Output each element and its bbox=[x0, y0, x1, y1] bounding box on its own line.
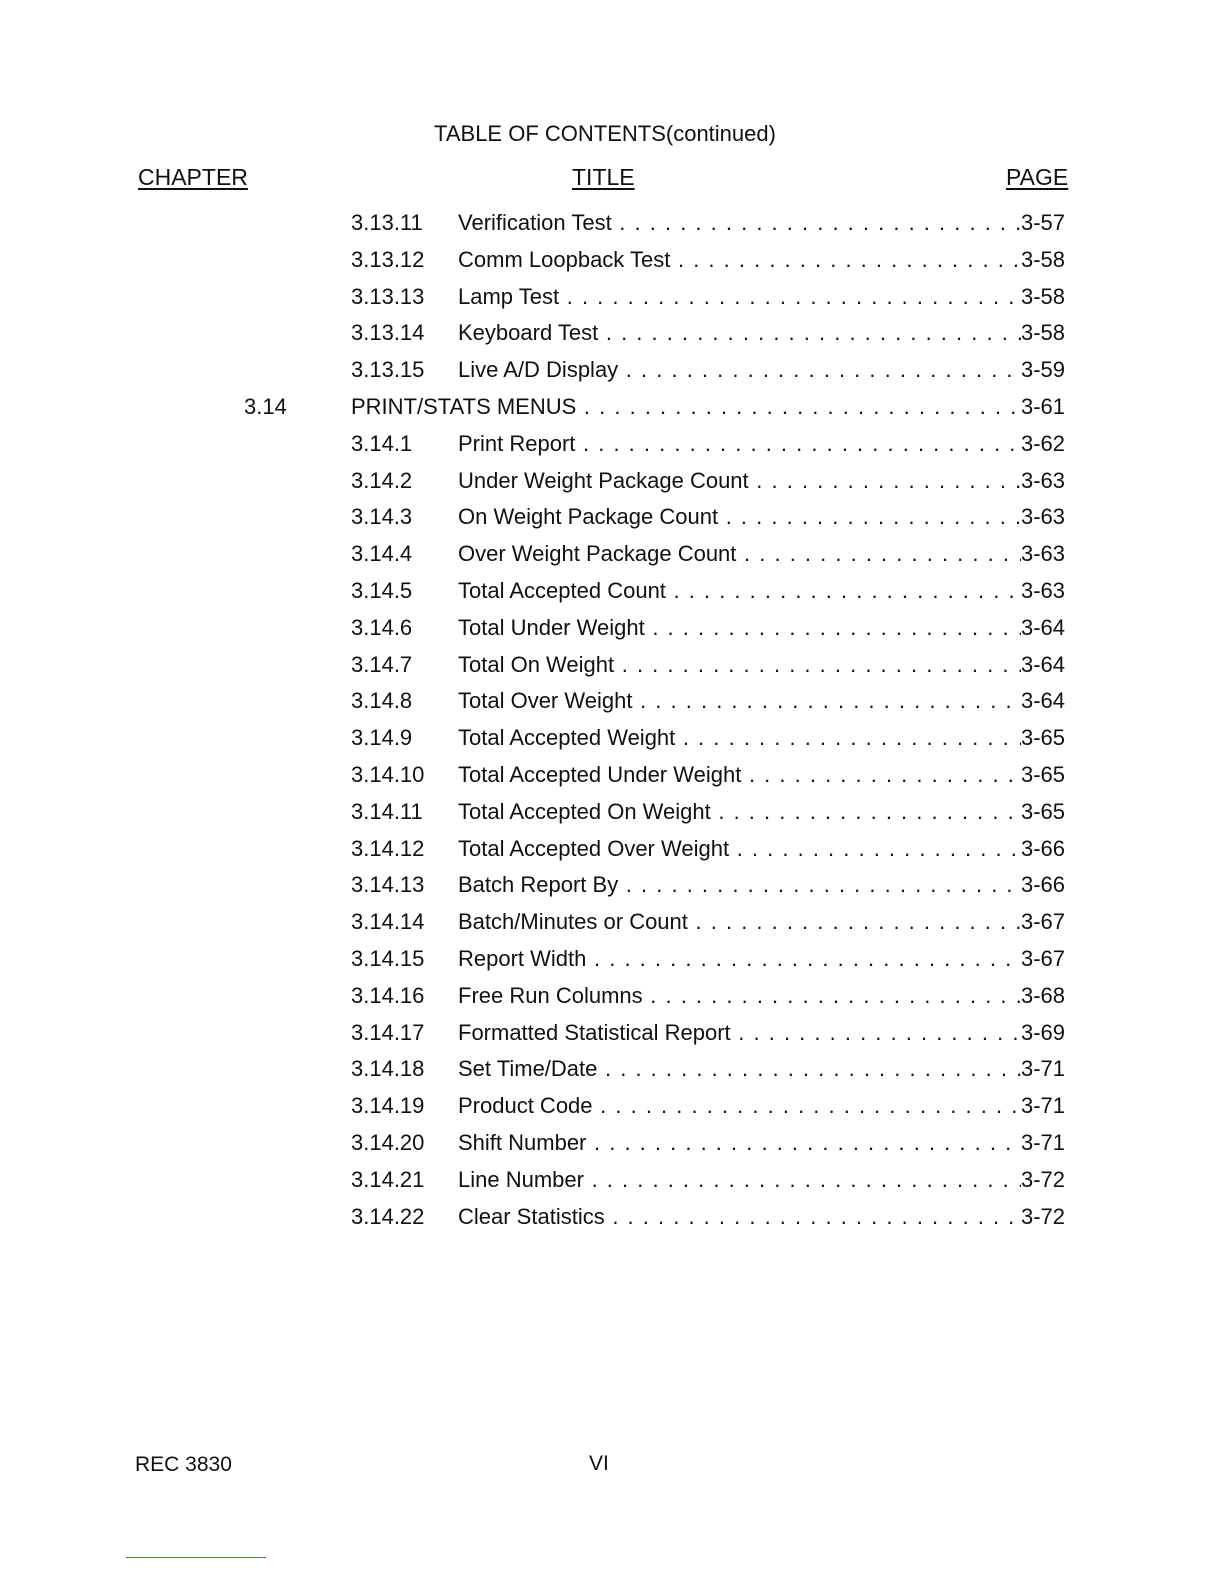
toc-entry-number: 3.14.8 bbox=[351, 688, 413, 714]
toc-entry-number: 3.13.14 bbox=[351, 320, 425, 346]
toc-entry bbox=[0, 868, 1225, 905]
toc-entry-number: 3.14.11 bbox=[351, 798, 423, 824]
toc-entry-title: Total Under Weight . . . bbox=[458, 615, 1021, 641]
toc-entry-page: 3-65 bbox=[1021, 725, 1066, 751]
toc-entry bbox=[0, 316, 1225, 353]
toc-entry bbox=[0, 353, 1225, 390]
toc-entry-number: 3.13.15 bbox=[351, 357, 425, 383]
toc-entry bbox=[0, 427, 1225, 464]
toc-chapter-number: 3.14 bbox=[244, 393, 287, 419]
toc-entry-page: 3-67 bbox=[1021, 909, 1066, 935]
toc-entry bbox=[0, 648, 1225, 685]
toc-entry-page: 3-59 bbox=[1021, 357, 1066, 383]
toc-entry bbox=[0, 611, 1225, 648]
toc-entry-title: Print Report . . . bbox=[458, 431, 1021, 457]
chapter-column-header: CHAPTER bbox=[138, 164, 248, 190]
toc-entry-number: 3.14.3 bbox=[351, 504, 413, 530]
toc-entry bbox=[0, 574, 1225, 611]
toc-entry-number: 3.14.14 bbox=[351, 909, 425, 935]
toc-entry-page: 3-57 bbox=[1021, 210, 1066, 235]
toc-entry-page: 3-65 bbox=[1021, 798, 1066, 824]
toc-entry bbox=[0, 1089, 1225, 1126]
toc-entry bbox=[0, 1200, 1225, 1237]
toc-entry-page: 3-63 bbox=[1021, 467, 1066, 493]
toc-entry-page: 3-72 bbox=[1021, 1203, 1066, 1229]
toc-entry-title: PRINT/STATS MENUS . . . bbox=[351, 394, 1021, 420]
toc-entry-title: Keyboard Test . . . bbox=[458, 320, 1021, 346]
toc-entry-page: 3-61 bbox=[1021, 393, 1066, 419]
toc-entry-title: Total Accepted On Weight . . . bbox=[458, 799, 1021, 825]
toc-entry-page: 3-66 bbox=[1021, 872, 1066, 898]
toc-entry-number: 3.14.13 bbox=[351, 872, 425, 898]
toc-entry-title: Batch Report By . . . bbox=[458, 872, 1021, 898]
toc-entry bbox=[0, 206, 1225, 243]
toc-entry-number: 3.14.2 bbox=[351, 467, 413, 493]
toc-entry-title: Shift Number . . . bbox=[458, 1130, 1021, 1156]
toc-entry-page: 3-64 bbox=[1021, 688, 1066, 714]
toc-entry-number: 3.14.4 bbox=[351, 541, 413, 567]
toc-entry bbox=[0, 1052, 1225, 1089]
toc-entry-page: 3-66 bbox=[1021, 835, 1066, 861]
toc-entry-title: Line Number . . . bbox=[458, 1167, 1021, 1193]
toc-entry-title: Live A/D Display . . . bbox=[458, 357, 1021, 383]
title-column-header: TITLE bbox=[572, 164, 635, 190]
toc-entry-number: 3.14.10 bbox=[351, 761, 425, 787]
toc-entry-page: 3-68 bbox=[1021, 982, 1066, 1008]
toc-entry-title: Total Accepted Count . . . bbox=[458, 578, 1021, 604]
page-heading: TABLE OF CONTENTS(continued) bbox=[434, 121, 776, 146]
toc-entry-title: Over Weight Package Count . . . bbox=[458, 541, 1021, 567]
toc-entry-title: Under Weight Package Count . . . bbox=[458, 468, 1021, 494]
toc-entry-page: 3-71 bbox=[1021, 1093, 1066, 1119]
toc-entry bbox=[0, 942, 1225, 979]
toc-entry-page: 3-63 bbox=[1021, 541, 1066, 567]
toc-entry-page: 3-69 bbox=[1021, 1019, 1066, 1045]
toc-entry-number: 3.14.12 bbox=[351, 835, 425, 861]
toc-entry-number: 3.14.6 bbox=[351, 614, 413, 640]
toc-entry-title: Comm Loopback Test . . . bbox=[458, 247, 1021, 273]
toc-entry bbox=[0, 795, 1225, 832]
toc-entry-title: Total Over Weight . . . bbox=[458, 688, 1021, 714]
toc-entry bbox=[0, 684, 1225, 721]
toc-entry-number: 3.14.22 bbox=[351, 1203, 425, 1229]
toc-entry-number: 3.14.7 bbox=[351, 651, 413, 677]
toc-entry-number: 3.14.5 bbox=[351, 577, 413, 603]
toc-entry-page: 3-65 bbox=[1021, 761, 1066, 787]
toc-entry-title: Verification Test . . . bbox=[458, 210, 1021, 236]
toc-entry-title: Set Time/Date . . . bbox=[458, 1056, 1021, 1082]
toc-entry bbox=[0, 537, 1225, 574]
toc-entry bbox=[0, 390, 1225, 427]
table-of-contents bbox=[0, 206, 1225, 1236]
toc-entry bbox=[0, 721, 1225, 758]
toc-entry-title: Total Accepted Over Weight . . . bbox=[458, 836, 1021, 862]
scan-edge-line bbox=[126, 1557, 266, 1558]
toc-entry-number: 3.14.15 bbox=[351, 945, 425, 971]
toc-entry-number: 3.14.17 bbox=[351, 1019, 425, 1045]
toc-entry-number: 3.14.16 bbox=[351, 982, 425, 1008]
toc-entry-number: 3.14.18 bbox=[351, 1056, 425, 1082]
page-column-header: PAGE bbox=[1006, 164, 1069, 190]
toc-entry-page: 3-64 bbox=[1021, 614, 1066, 640]
toc-entry-page: 3-58 bbox=[1021, 320, 1066, 346]
toc-entry-title: Product Code . . . bbox=[458, 1093, 1021, 1119]
toc-entry bbox=[0, 500, 1225, 537]
toc-entry bbox=[0, 979, 1225, 1016]
toc-entry-number: 3.14.21 bbox=[351, 1166, 425, 1192]
toc-entry bbox=[0, 464, 1225, 501]
toc-entry bbox=[0, 243, 1225, 280]
toc-entry-title: Batch/Minutes or Count . . . bbox=[458, 909, 1021, 935]
toc-entry-title: Report Width . . . bbox=[458, 946, 1021, 972]
toc-entry bbox=[0, 758, 1225, 795]
toc-entry-page: 3-63 bbox=[1021, 577, 1066, 603]
toc-entry bbox=[0, 905, 1225, 942]
toc-entry-number: 3.14.9 bbox=[351, 725, 413, 751]
toc-entry-title: Total Accepted Weight . . . bbox=[458, 725, 1021, 751]
toc-entry-page: 3-63 bbox=[1021, 504, 1066, 530]
toc-entry-title: On Weight Package Count . . . bbox=[458, 504, 1021, 530]
toc-entry-page: 3-71 bbox=[1021, 1056, 1066, 1082]
toc-entry-number: 3.14.19 bbox=[351, 1093, 425, 1119]
toc-entry-number: 3.13.11 bbox=[351, 210, 423, 235]
toc-entry bbox=[0, 280, 1225, 317]
toc-entry bbox=[0, 1016, 1225, 1053]
toc-entry-title: Total On Weight . . . bbox=[458, 652, 1021, 678]
toc-entry bbox=[0, 832, 1225, 869]
toc-entry-page: 3-58 bbox=[1021, 246, 1066, 272]
toc-entry-number: 3.13.12 bbox=[351, 246, 425, 272]
toc-entry-page: 3-67 bbox=[1021, 945, 1066, 971]
toc-entry-number: 3.14.1 bbox=[351, 430, 413, 456]
toc-entry-title: Formatted Statistical Report . . . bbox=[458, 1020, 1021, 1046]
document-id: REC 3830 bbox=[135, 1453, 232, 1476]
toc-entry bbox=[0, 1163, 1225, 1200]
toc-entry-title: Total Accepted Under Weight . . . bbox=[458, 762, 1021, 788]
toc-entry-page: 3-64 bbox=[1021, 651, 1066, 677]
toc-entry-title: Clear Statistics . . . bbox=[458, 1204, 1021, 1230]
toc-entry-page: 3-62 bbox=[1021, 430, 1066, 456]
toc-entry-title: Free Run Columns . . . bbox=[458, 983, 1021, 1009]
toc-entry bbox=[0, 1126, 1225, 1163]
toc-entry-page: 3-58 bbox=[1021, 283, 1066, 309]
toc-entry-number: 3.13.13 bbox=[351, 283, 425, 309]
toc-entry-title: Lamp Test . . . bbox=[458, 284, 1021, 310]
page-number: VI bbox=[589, 1452, 609, 1475]
toc-entry-page: 3-71 bbox=[1021, 1129, 1066, 1155]
toc-entry-page: 3-72 bbox=[1021, 1166, 1066, 1192]
toc-entry-number: 3.14.20 bbox=[351, 1129, 425, 1155]
